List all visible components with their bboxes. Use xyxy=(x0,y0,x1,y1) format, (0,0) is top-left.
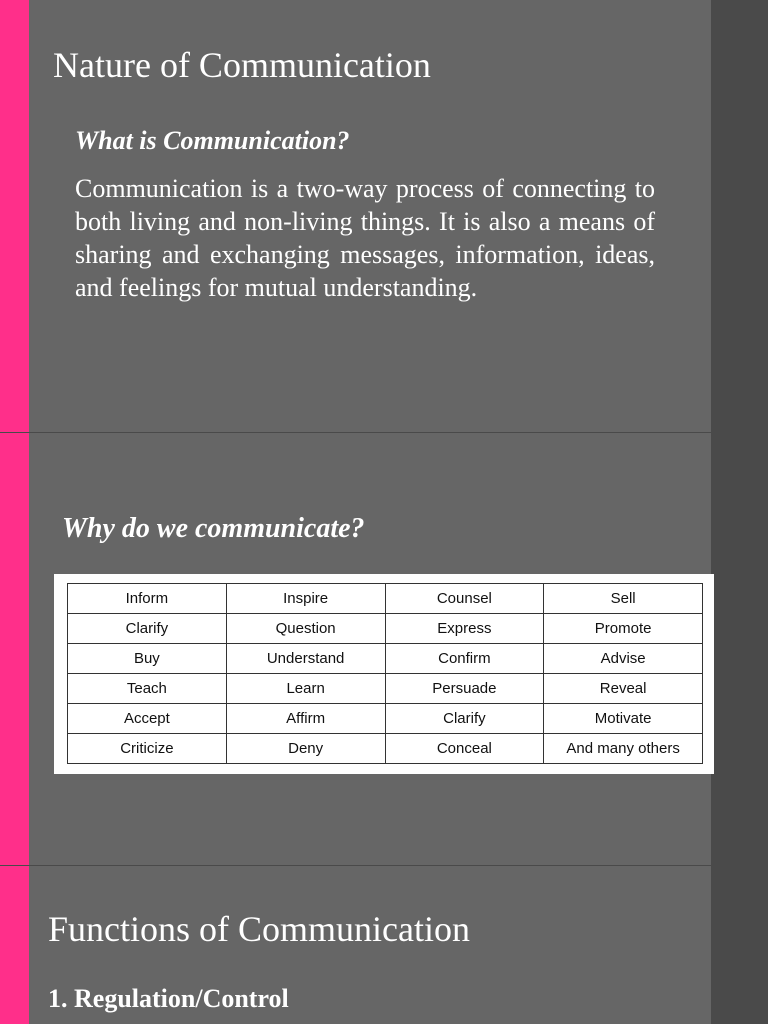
table-row xyxy=(68,644,703,674)
table-cell: Affirm xyxy=(226,704,385,734)
table-cell: Conceal xyxy=(385,734,544,764)
table-cell: Counsel xyxy=(385,584,544,614)
table-row xyxy=(68,704,703,734)
table-row xyxy=(68,614,703,644)
accent-bar xyxy=(0,433,29,865)
reasons-table xyxy=(67,583,703,764)
table-cell: Understand xyxy=(226,644,385,674)
table-cell: Inform xyxy=(68,584,227,614)
table-cell: Criticize xyxy=(68,734,227,764)
table-cell: Buy xyxy=(68,644,227,674)
slide-title: Nature of Communication xyxy=(53,45,431,85)
table-cell: Deny xyxy=(226,734,385,764)
table-cell: Confirm xyxy=(385,644,544,674)
slide-subtitle: 1. Regulation/Control xyxy=(48,984,289,1013)
table-cell: Reveal xyxy=(544,674,703,704)
table-cell: Question xyxy=(226,614,385,644)
table-row xyxy=(68,584,703,614)
accent-bar xyxy=(0,0,29,432)
slide-subtitle: What is Communication? xyxy=(75,126,350,155)
table-cell: Advise xyxy=(544,644,703,674)
table-cell: Learn xyxy=(226,674,385,704)
table-cell: Accept xyxy=(68,704,227,734)
slide-side-panel xyxy=(711,433,768,865)
definition-paragraph: Communication is a two-way process of connecting to both living and non-living things. It is also a means of sharing and exchanging messages, information, ideas, and feelings for mutual understanding. xyxy=(75,174,655,302)
slide-why-communicate xyxy=(0,433,768,865)
table-cell: Promote xyxy=(544,614,703,644)
table-cell: Inspire xyxy=(226,584,385,614)
table-cell: Motivate xyxy=(544,704,703,734)
accent-bar xyxy=(0,866,29,1024)
table-cell: Express xyxy=(385,614,544,644)
slide-subtitle: Why do we communicate? xyxy=(62,513,365,544)
table-row xyxy=(68,674,703,704)
table-cell: Persuade xyxy=(385,674,544,704)
table-cell: Clarify xyxy=(68,614,227,644)
table-cell: Teach xyxy=(68,674,227,704)
slide-nature-of-communication xyxy=(0,0,768,432)
reasons-table-panel xyxy=(54,574,714,774)
table-cell: Clarify xyxy=(385,704,544,734)
slide-side-panel xyxy=(711,0,768,432)
table-cell: Sell xyxy=(544,584,703,614)
table-row xyxy=(68,734,703,764)
slide-functions-of-communication xyxy=(0,866,768,1024)
slide-side-panel xyxy=(711,866,768,1024)
table-cell: And many others xyxy=(544,734,703,764)
slide-title: Functions of Communication xyxy=(48,909,470,949)
